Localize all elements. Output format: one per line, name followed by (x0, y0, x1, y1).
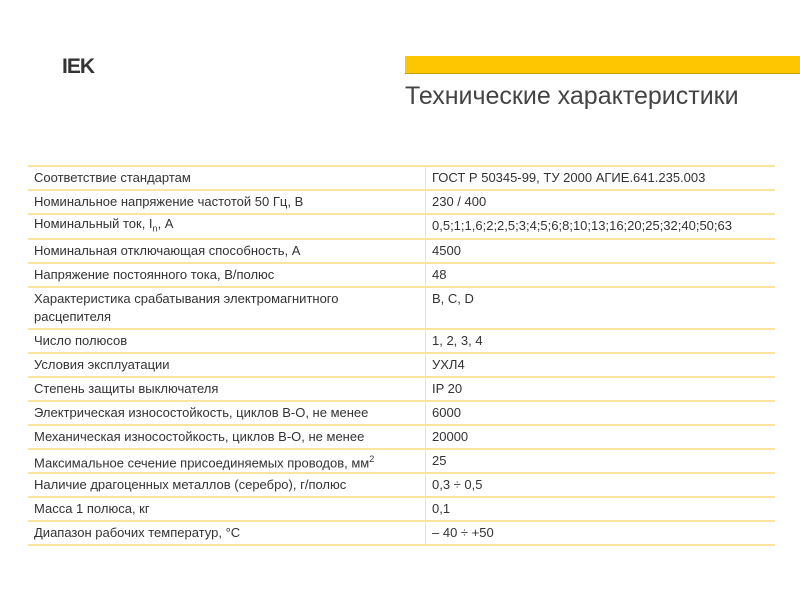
spec-name (28, 190, 426, 214)
spec-value: – 40 ÷ +50 (426, 521, 776, 545)
spec-name (28, 263, 426, 287)
superscript: 2 (369, 453, 375, 464)
spec-value: 0,3 ÷ 0,5 (426, 473, 776, 497)
spec-value: УХЛ4 (426, 353, 776, 377)
spec-name-text: Число полюсов (34, 332, 128, 348)
spec-value: 6000 (426, 401, 776, 425)
table-row (28, 287, 775, 329)
spec-name-tail: , А (157, 216, 174, 231)
spec-name (28, 214, 426, 239)
spec-name (28, 473, 426, 497)
spec-value: 25 (426, 449, 776, 473)
table-row (28, 166, 775, 190)
spec-name-text: Электрическая износостойкость, циклов В-О, не менее (34, 404, 369, 420)
spec-name-text: Масса 1 полюса, кг (34, 500, 150, 516)
table-row (28, 353, 775, 377)
table-row (28, 190, 775, 214)
spec-table (28, 165, 775, 546)
spec-name-text: Характеристика срабатывания электромагнитного расцепителя (34, 290, 339, 324)
subscript: n (152, 223, 158, 234)
spec-name (28, 353, 426, 377)
spec-value: 0,1 (426, 497, 776, 521)
table-row (28, 239, 775, 263)
table-row (28, 497, 775, 521)
accent-bar (405, 56, 800, 74)
spec-value: 48 (426, 263, 776, 287)
table-row (28, 449, 775, 473)
spec-name (28, 401, 426, 425)
page-title: Технические характеристики (405, 82, 739, 110)
spec-name-text: Номинальное напряжение частотой 50 Гц, В (34, 194, 304, 209)
spec-name (28, 239, 426, 263)
spec-name (28, 449, 426, 473)
table-row (28, 214, 775, 239)
spec-name (28, 377, 426, 401)
table-row (28, 473, 775, 497)
iek-logo: IEK (62, 55, 95, 78)
spec-name (28, 497, 426, 521)
spec-value: 20000 (426, 425, 776, 449)
spec-name-text: Наличие драгоценных металлов (серебро), г/полюс (34, 476, 347, 492)
spec-name-text: Номинальная отключающая способность, А (34, 242, 301, 258)
spec-name-text: Напряжение постоянного тока, В/полюс (34, 266, 275, 282)
spec-name (28, 329, 426, 353)
table-row (28, 521, 775, 545)
spec-value: 1, 2, 3, 4 (426, 329, 776, 353)
table-row (28, 401, 775, 425)
spec-name-text: Степень защиты выключателя (34, 380, 219, 396)
spec-name-text: Номинальный ток, I (34, 216, 153, 231)
spec-value: IP 20 (426, 377, 776, 401)
spec-name (28, 425, 426, 449)
spec-name-text: Соответствие стандартам (34, 170, 191, 185)
spec-value: ГОСТ Р 50345-99, ТУ 2000 АГИЕ.641.235.003 (426, 166, 776, 190)
spec-value: 4500 (426, 239, 776, 263)
spec-name-text: Условия эксплуатации (34, 356, 170, 372)
spec-value: 0,5;1;1,6;2;2,5;3;4;5;6;8;10;13;16;20;25;32;40;50;63 (426, 214, 776, 239)
spec-name-text: Максимальное сечение присоединяемых проводов, мм (34, 454, 370, 470)
spec-value: 230 / 400 (426, 190, 776, 214)
table-row (28, 263, 775, 287)
spec-name (28, 287, 426, 329)
table-row (28, 329, 775, 353)
spec-name (28, 521, 426, 545)
spec-name (28, 166, 426, 190)
spec-name-text: Механическая износостойкость, циклов В-О, не менее (34, 428, 365, 444)
table-row (28, 425, 775, 449)
spec-value: B, C, D (426, 287, 776, 329)
table-row (28, 377, 775, 401)
spec-name-text: Диапазон рабочих температур, °С (34, 524, 241, 540)
